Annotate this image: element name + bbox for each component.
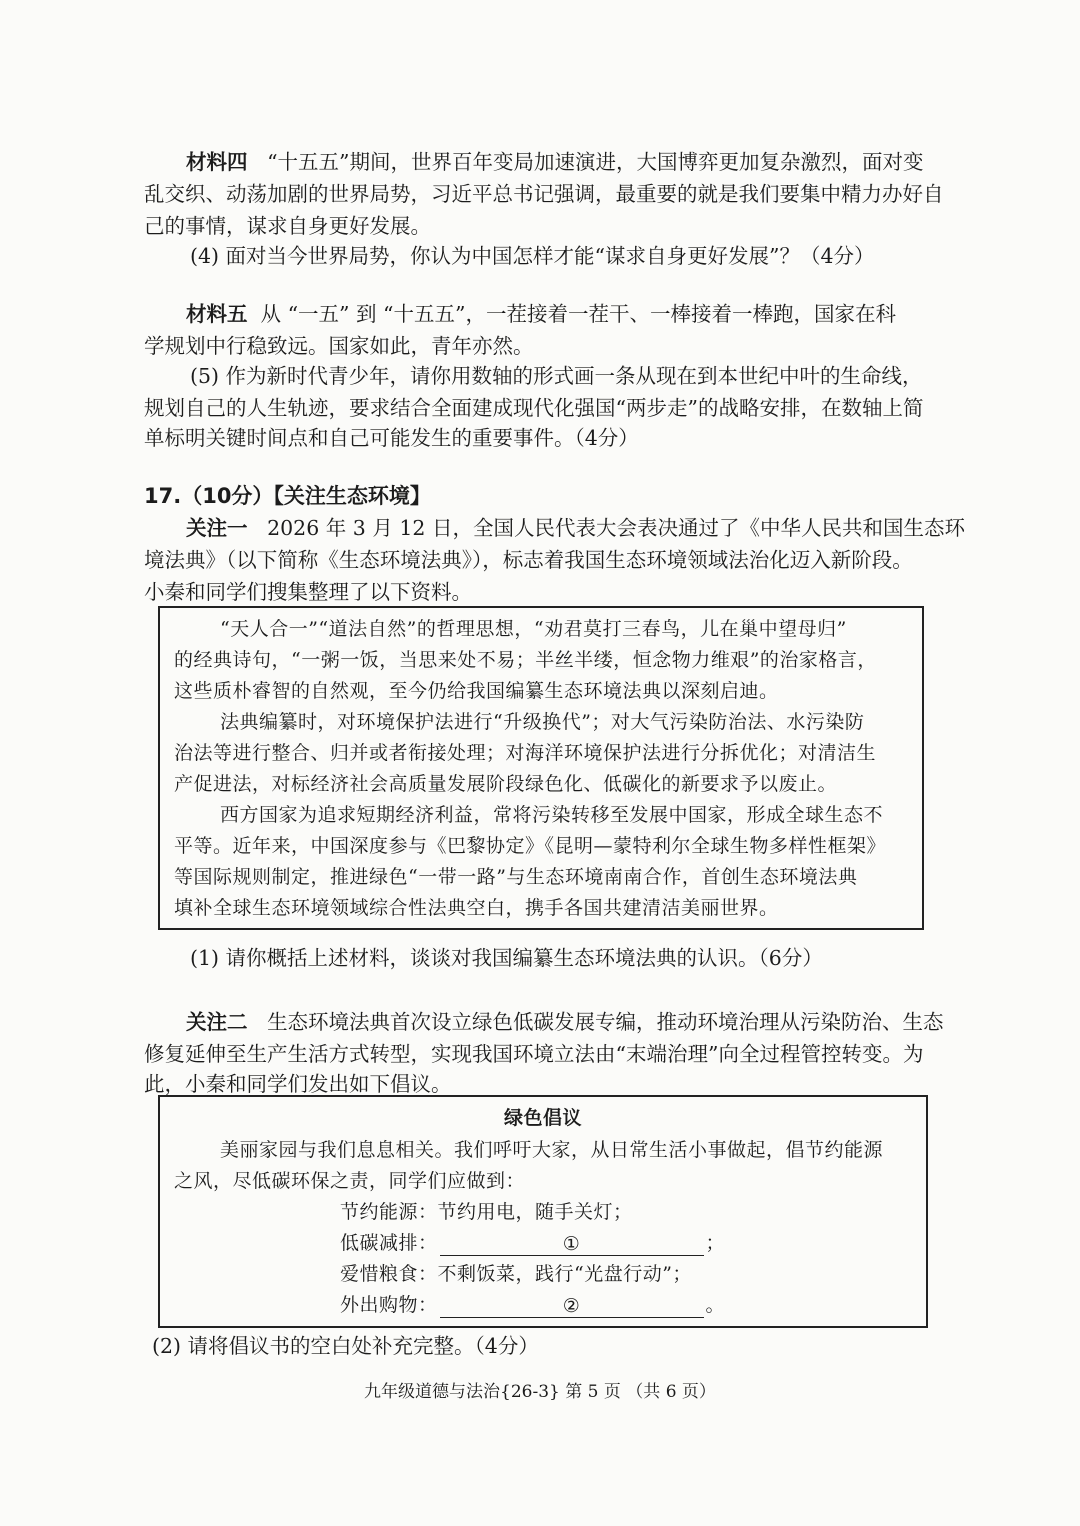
focus-1-line-2: 境法典》（以下简称《生态环境法典》），标志着我国生态环境领域法治化迈入新阶段。 bbox=[144, 548, 913, 572]
question-5-line-1: (5) 作为新时代青少年，请你用数轴的形式画一条从现在到本世纪中叶的生命线， bbox=[190, 364, 923, 388]
proposal-item-low-carbon bbox=[340, 1230, 725, 1256]
material-4-text: “十五五”期间，世界百年变局加速演进，大国博弈更加复杂激烈，面对变 bbox=[267, 150, 924, 174]
blank-1-marker: ① bbox=[562, 1233, 581, 1255]
box-paragraph-line: 等国际规则制定，推进绿色“一带一路”与生态环境南南合作，首创生态环境法典 bbox=[174, 866, 858, 888]
blank-2-marker: ② bbox=[562, 1295, 581, 1317]
question-5-line-3: 单标明关键时间点和自己可能发生的重要事件。（4分） bbox=[144, 426, 639, 450]
material-5-label: 材料五 bbox=[186, 302, 248, 326]
focus-2-text: 生态环境法典首次设立绿色低碳发展专编，推动环境治理从污染防治、生态 bbox=[267, 1010, 944, 1034]
question-17-heading: 17.（10分）【关注生态环境】 bbox=[144, 484, 431, 508]
shopping-end: 。 bbox=[705, 1294, 726, 1316]
material-4-label: 材料四 bbox=[186, 150, 248, 174]
material-5-line-1 bbox=[186, 300, 896, 328]
box-paragraph-line: “天人合一”“道法自然”的哲理思想，“劝君莫打三春鸟，儿在巢中望母归” bbox=[220, 618, 847, 640]
material-5-text: 从 “一五” 到 “十五五”，一茬接着一茬干、一棒接着一棒跑，国家在科 bbox=[260, 302, 897, 326]
focus-1-label: 关注一 bbox=[186, 516, 248, 540]
proposal-title: 绿色倡议 bbox=[503, 1107, 582, 1129]
focus-1-line-1 bbox=[186, 514, 965, 542]
box-paragraph-line: 这些质朴睿智的自然观，至今仍给我国编纂生态环境法典以深刻启迪。 bbox=[174, 680, 779, 702]
page-footer: 九年级道德与法治{26-3} 第 5 页 （共 6 页） bbox=[364, 1382, 716, 1402]
box-paragraph-line: 填补全球生态环境领域综合性法典空白，携手各国共建清洁美丽世界。 bbox=[174, 897, 779, 919]
box-paragraph-line: 法典编纂时，对环境保护法进行“升级换代”；对大气污染防治法、水污染防 bbox=[220, 711, 865, 733]
question-5-line-2: 规划自己的人生轨迹，要求结合全面建成现代化强国“两步走”的战略安排，在数轴上简 bbox=[144, 396, 924, 420]
material-5-line-2: 学规划中行稳致远。国家如此，青年亦然。 bbox=[144, 334, 534, 358]
material-4-line-1 bbox=[186, 148, 924, 176]
focus-2-label: 关注二 bbox=[186, 1010, 248, 1034]
low-carbon-label: 低碳减排： bbox=[340, 1232, 438, 1254]
focus-2-line-3: 此，小秦和同学们发出如下倡议。 bbox=[144, 1072, 452, 1096]
shopping-label: 外出购物： bbox=[340, 1294, 438, 1316]
material-box bbox=[158, 606, 924, 930]
focus-1-line-3: 小秦和同学们搜集整理了以下资料。 bbox=[144, 580, 472, 604]
proposal-paragraph-1: 美丽家园与我们息息相关。我们呼吁大家，从日常生活小事做起，倡节约能源 bbox=[220, 1139, 884, 1161]
material-4-line-3: 己的事情，谋求自身更好发展。 bbox=[144, 214, 431, 238]
question-4: (4) 面对当今世界局势，你认为中国怎样才能“谋求自身更好发展”？（4分） bbox=[190, 244, 875, 268]
box-paragraph-line: 平等。近年来，中国深度参与《巴黎协定》《昆明—蒙特利尔全球生物多样性框架》 bbox=[174, 835, 887, 857]
box-paragraph-line: 的经典诗句，“一粥一饭，当思来处不易；半丝半缕，恒念物力维艰”的治家格言， bbox=[174, 649, 877, 671]
box-paragraph-line: 西方国家为追求短期经济利益，常将污染转移至发展中国家，形成全球生态不 bbox=[220, 804, 884, 826]
proposal-box bbox=[158, 1095, 928, 1328]
proposal-item-save-energy: 节约能源：节约用电，随手关灯； bbox=[340, 1201, 633, 1223]
question-17-1: (1) 请你概括上述材料，谈谈对我国编纂生态环境法典的认识。（6分） bbox=[190, 946, 823, 970]
box-paragraph-line: 治法等进行整合、归并或者衔接处理；对海洋环境保护法进行分拆优化；对清洁生 bbox=[174, 742, 877, 764]
proposal-paragraph-2: 之风，尽低碳环保之责，同学们应做到： bbox=[174, 1170, 526, 1192]
proposal-item-food: 爱惜粮食：不剩饭菜，践行“光盘行动”； bbox=[340, 1263, 692, 1285]
focus-2-line-2: 修复延伸至生产生活方式转型，实现我国环境立法由“末端治理”向全过程管控转变。为 bbox=[144, 1042, 924, 1066]
material-4-line-2: 乱交织、动荡加剧的世界局势，习近平总书记强调，最重要的就是我们要集中精力办好自 bbox=[144, 182, 944, 206]
focus-1-text: 2026 年 3 月 12 日，全国人民代表大会表决通过了《中华人民共和国生态环 bbox=[267, 516, 965, 540]
proposal-item-shopping bbox=[340, 1292, 725, 1318]
focus-2-line-1 bbox=[186, 1008, 944, 1036]
blank-2[interactable] bbox=[440, 1293, 704, 1318]
blank-1[interactable] bbox=[440, 1231, 704, 1256]
question-17-2: (2) 请将倡议书的空白处补充完整。（4分） bbox=[152, 1334, 539, 1358]
low-carbon-end: ； bbox=[705, 1232, 726, 1254]
box-paragraph-line: 产促进法，对标经济社会高质量发展阶段绿色化、低碳化的新要求予以废止。 bbox=[174, 773, 838, 795]
